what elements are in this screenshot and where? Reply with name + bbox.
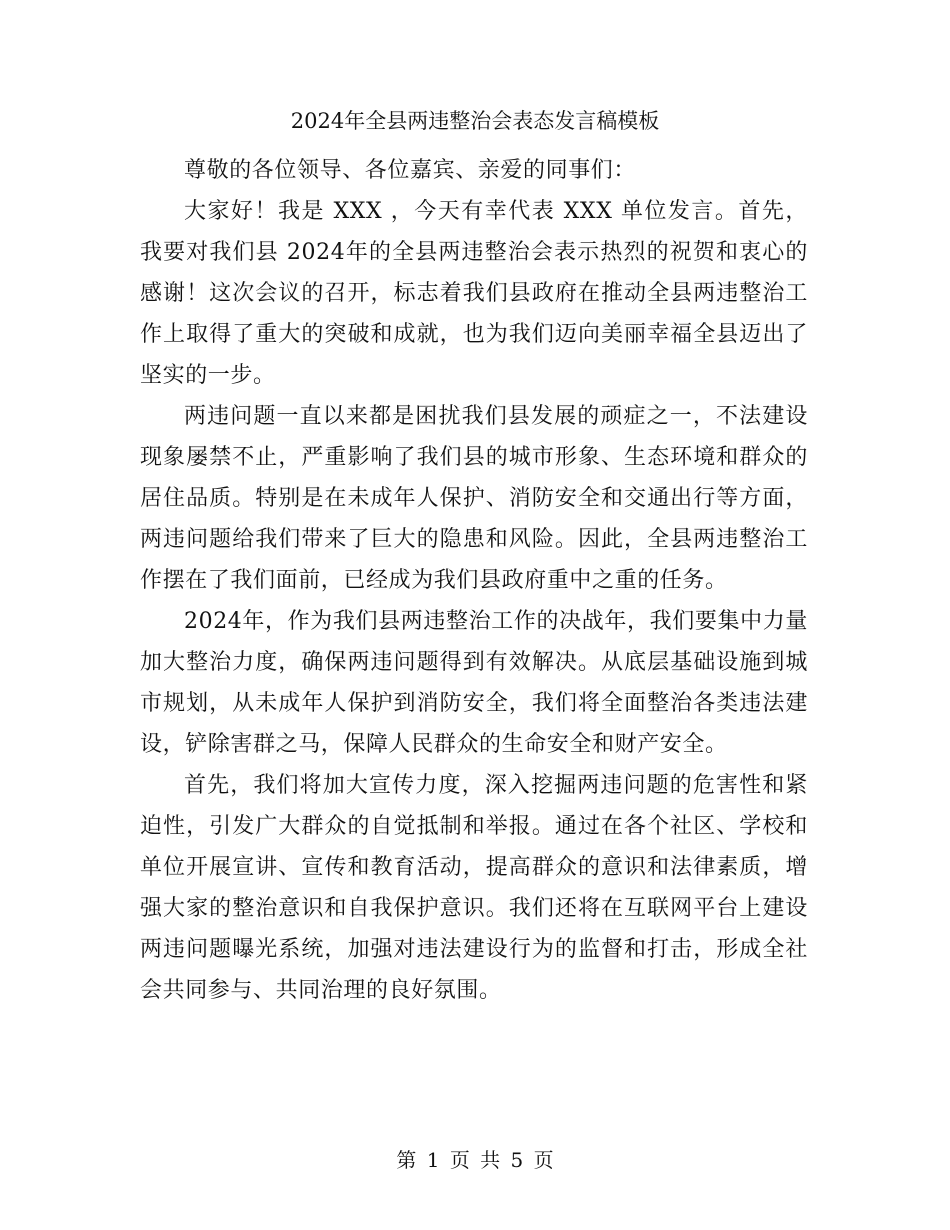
document-body: [140, 150, 808, 1011]
paragraph-4: 首先，我们将加大宣传力度，深入挖掘两违问题的危害性和紧迫性，引发广大群众的自觉抵制和举报。通过在各个社区、学校和单位开展宣讲、宣传和教育活动，提高群众的意识和法律素质，增强大家的整治意识和自我保护意识。我们还将在互联网平台上建设两违问题曝光系统，加强对违法建设行为的监督和打击，形成全社会共同参与、共同治理的良好氛围。: [140, 773, 808, 1003]
paragraph-2: 两违问题一直以来都是困扰我们县发展的顽症之一，不法建设现象屡禁不止，严重影响了我们县的城市形象、生态环境和群众的居住品质。特别是在未成年人保护、消防安全和交通出行等方面，两违问题给我们带来了巨大的隐患和风险。因此，全县两违整治工作摆在了我们面前，已经成为我们县政府重中之重的任务。: [140, 404, 808, 593]
paragraph-1: 大家好！我是 XXX ，今天有幸代表 XXX 单位发言。首先，我要对我们县 2024年的全县两违整治会表示热烈的祝贺和衷心的感谢！这次会议的召开，标志着我们县政府在推动全县两违整治工作上取得了重大的突破和成就，也为我们迈向美丽幸福全县迈出了坚实的一步。: [140, 199, 808, 388]
document-title: 2024年全县两违整治会表态发言稿模板: [290, 109, 660, 133]
salutation: 尊敬的各位领导、各位嘉宾、亲爱的同事们：: [184, 158, 637, 183]
paragraph-3: 2024年，作为我们县两违整治工作的决战年，我们要集中力量加大整治力度，确保两违问题得到有效解决。从底层基础设施到城市规划，从未成年人保护到消防安全，我们将全面整治各类违法建设，铲除害群之马，保障人民群众的生命安全和财产安全。: [140, 609, 808, 757]
page-number-footer: 第 1 页 共 5 页: [396, 1148, 554, 1172]
